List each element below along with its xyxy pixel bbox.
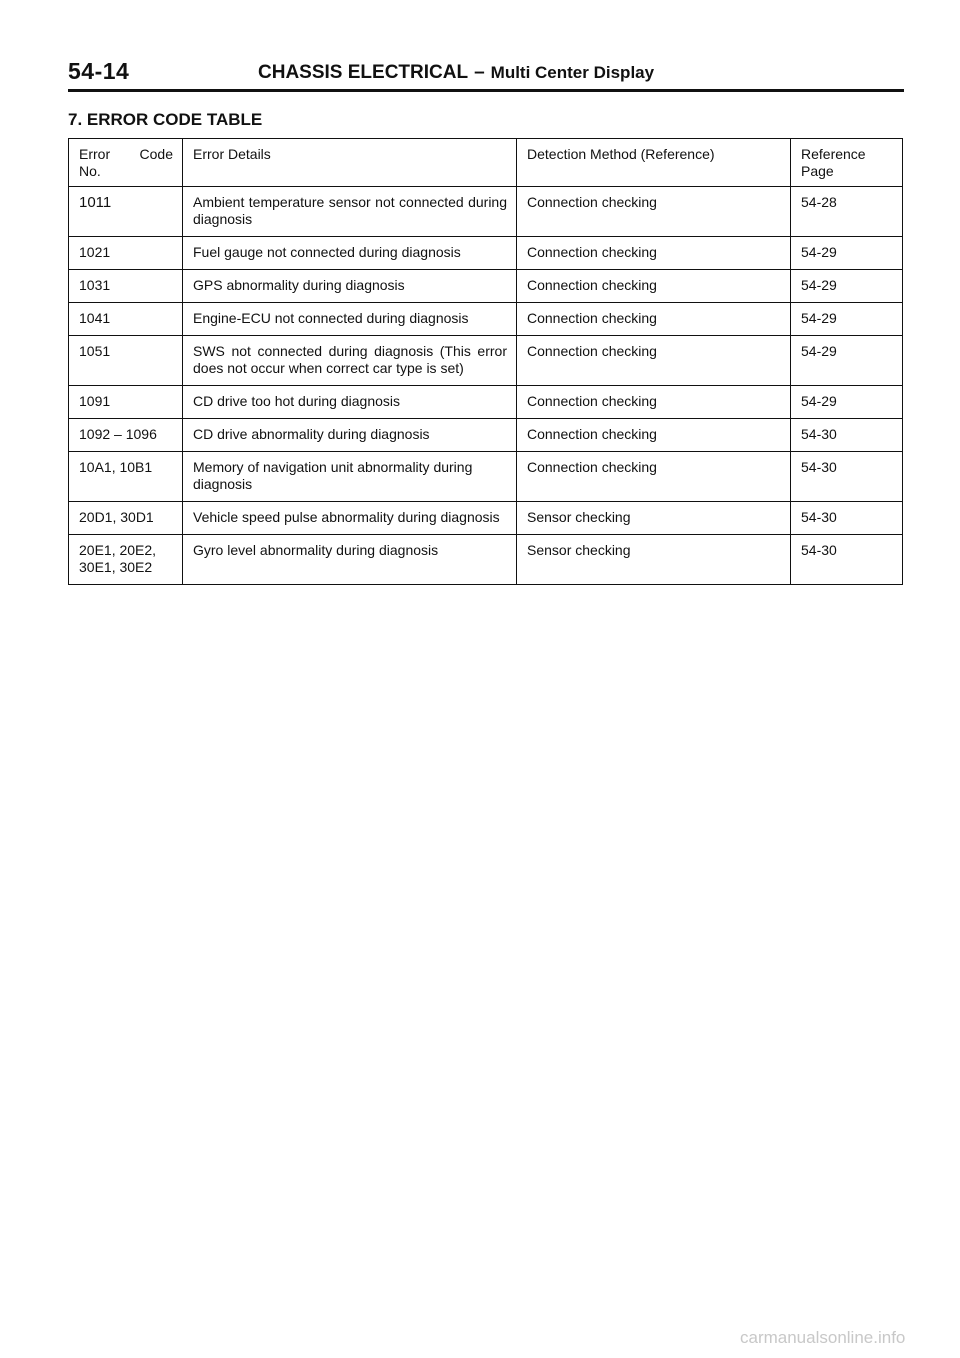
error-code-cell: 1091 (69, 386, 183, 419)
detection-method-cell: Connection checking (517, 452, 791, 502)
detection-method-cell: Connection checking (517, 419, 791, 452)
error-code-cell: 1011 (69, 187, 183, 237)
error-details-cell: CD drive too hot during diagnosis (183, 386, 517, 419)
error-code-table (68, 138, 903, 585)
error-details-cell: Engine-ECU not connected during diagnosis (183, 303, 517, 336)
error-details-cell: Gyro level abnormality during diagnosis (183, 535, 517, 585)
table-row (69, 270, 903, 303)
error-details-cell: Fuel gauge not connected during diagnosis (183, 237, 517, 270)
error-details-cell: SWS not connected during diagnosis (This error does not occur when correct car type is set) (183, 336, 517, 386)
table-row (69, 535, 903, 585)
reference-page-cell: 54-28 (791, 187, 903, 237)
error-code-cell: 20D1, 30D1 (69, 502, 183, 535)
table-row (69, 502, 903, 535)
reference-page-cell: 54-30 (791, 452, 903, 502)
header-rule (68, 89, 904, 92)
detection-method-cell: Connection checking (517, 386, 791, 419)
error-code-cell: 1041 (69, 303, 183, 336)
page-header (68, 58, 904, 90)
header-error-details: Error Details (183, 139, 517, 187)
reference-page-cell: 54-29 (791, 303, 903, 336)
title-separator: – (474, 62, 485, 83)
chapter-name: CHASSIS ELECTRICAL (258, 62, 469, 83)
section-heading: 7. ERROR CODE TABLE (68, 110, 263, 129)
table-row (69, 336, 903, 386)
error-code-cell: 1021 (69, 237, 183, 270)
error-code-cell: 1031 (69, 270, 183, 303)
error-details-cell: CD drive abnormality during diagnosis (183, 419, 517, 452)
detection-method-cell: Connection checking (517, 237, 791, 270)
error-code-cell: 10A1, 10B1 (69, 452, 183, 502)
detection-method-cell: Sensor checking (517, 535, 791, 585)
table-row (69, 419, 903, 452)
reference-page-cell: 54-29 (791, 270, 903, 303)
chapter-title (258, 62, 654, 84)
reference-page-cell: 54-29 (791, 336, 903, 386)
error-details-cell: GPS abnormality during diagnosis (183, 270, 517, 303)
error-details-cell: Vehicle speed pulse abnormality during diagnosis (183, 502, 517, 535)
table-header-row (69, 139, 903, 187)
detection-method-cell: Sensor checking (517, 502, 791, 535)
detection-method-cell: Connection checking (517, 336, 791, 386)
error-code-cell: 1051 (69, 336, 183, 386)
error-details-cell: Memory of navigation unit abnormality during diagnosis (183, 452, 517, 502)
table-row (69, 386, 903, 419)
page-number: 54-14 (68, 58, 130, 84)
error-code-cell: 20E1, 20E2, 30E1, 30E2 (69, 535, 183, 585)
error-details-cell: Ambient temperature sensor not connected during diagnosis (183, 187, 517, 237)
reference-page-cell: 54-30 (791, 502, 903, 535)
reference-page-cell: 54-30 (791, 535, 903, 585)
detection-method-cell: Connection checking (517, 187, 791, 237)
error-code-cell: 1092 – 1096 (69, 419, 183, 452)
reference-page-cell: 54-29 (791, 237, 903, 270)
header-detection-method: Detection Method (Reference) (517, 139, 791, 187)
header-reference-page: Reference Page (791, 139, 903, 187)
table-row (69, 303, 903, 336)
table-row (69, 237, 903, 270)
reference-page-cell: 54-30 (791, 419, 903, 452)
chapter-subtitle: Multi Center Display (490, 63, 655, 82)
detection-method-cell: Connection checking (517, 270, 791, 303)
header-error-code: Error Code No. (69, 139, 183, 187)
reference-page-cell: 54-29 (791, 386, 903, 419)
detection-method-cell: Connection checking (517, 303, 791, 336)
table-row (69, 187, 903, 237)
site-watermark: carmanualsonline.info (740, 1328, 906, 1347)
table-row (69, 452, 903, 502)
